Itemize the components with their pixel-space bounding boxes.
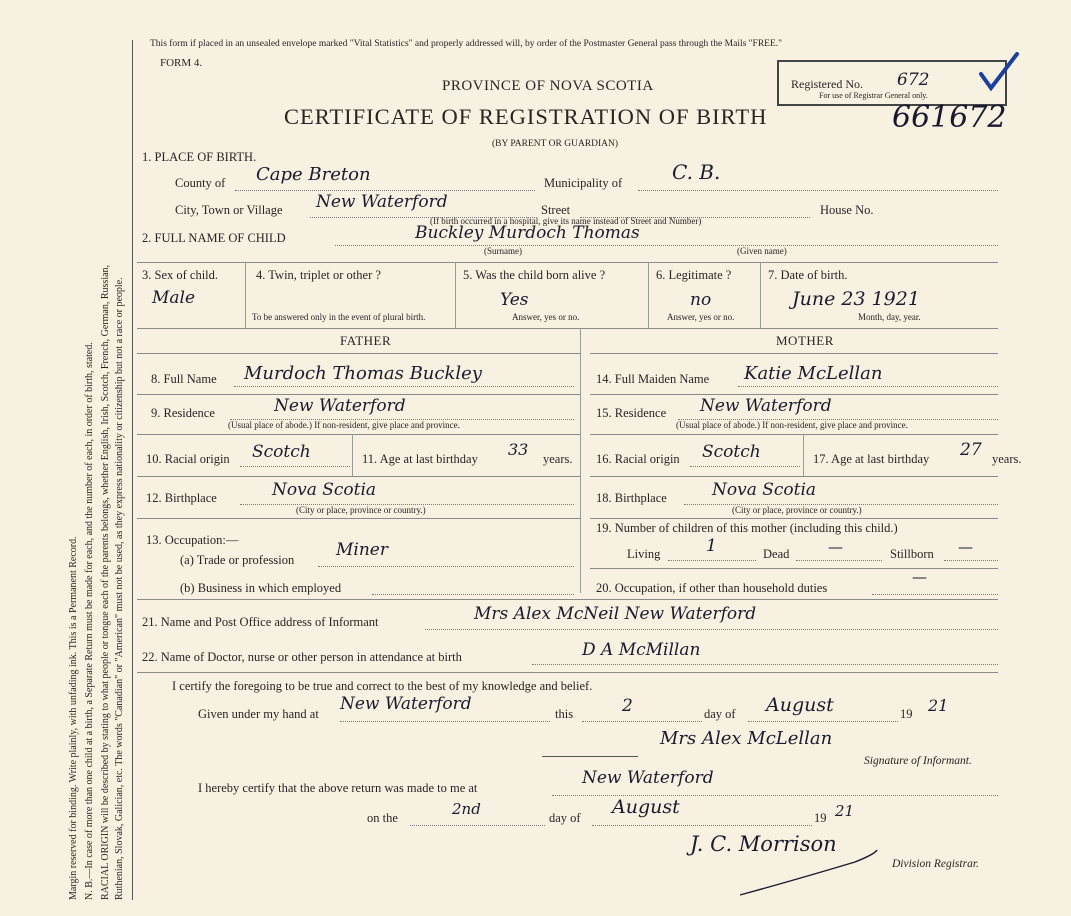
- registered-number: 672: [897, 70, 930, 90]
- father-name-label: 8. Full Name: [151, 372, 217, 386]
- given-name-label: (Given name): [737, 246, 787, 256]
- margin-note-1: Margin reserved for binding. Write plainly, with unfading ink. This is a Permanent Record.: [68, 536, 79, 900]
- checkmark-icon: [977, 52, 1021, 99]
- father-racial-label: 10. Racial origin: [146, 452, 230, 466]
- registrar-year-value: 21: [835, 802, 855, 820]
- registrar-signature-label: Division Registrar.: [892, 858, 979, 870]
- mother-name-value: Katie McLellan: [744, 363, 883, 384]
- mother-birthplace-label: 18. Birthplace: [596, 491, 667, 505]
- doctor-label: 22. Name of Doctor, nurse or other person in attendance at birth: [142, 650, 462, 664]
- children-count-label: 19. Number of children of this mother (including this child.): [596, 521, 898, 535]
- mother-age-label: 17. Age at last birthday: [813, 452, 930, 466]
- registrar-dayof-label: day of: [549, 811, 581, 825]
- father-residence-value: New Waterford: [274, 396, 406, 416]
- legitimate-label: 6. Legitimate ?: [656, 268, 732, 282]
- father-birthplace-value: Nova Scotia: [272, 480, 377, 500]
- registrar-day-value: 2nd: [452, 800, 481, 818]
- registrar-signature: J. C. Morrison: [690, 832, 837, 856]
- informant-signature: Mrs Alex McLellan: [660, 728, 833, 749]
- city-value: New Waterford: [316, 192, 448, 212]
- registrar-on-label: on the: [367, 811, 398, 825]
- given-year-value: 21: [928, 696, 949, 715]
- father-age-value: 33: [508, 440, 529, 459]
- born-alive-value: Yes: [500, 290, 529, 310]
- father-years-label: years.: [543, 452, 573, 466]
- certificate-title: CERTIFICATE OF REGISTRATION OF BIRTH: [284, 104, 768, 129]
- father-trade-label: (a) Trade or profession: [180, 553, 295, 567]
- margin-note-3: RACIAL ORIGIN will be described by stating to what people or tongue each of the parents belongs, whether English, Irish, Scotch, French, German, Russian,: [100, 264, 111, 900]
- father-birthplace-label: 12. Birthplace: [146, 491, 217, 505]
- child-name-value: Buckley Murdoch Thomas: [415, 223, 640, 243]
- mother-residence-value: New Waterford: [700, 396, 832, 416]
- informant-value: Mrs Alex McNeil New Waterford: [474, 604, 757, 624]
- mother-occupation-value: —: [912, 568, 927, 586]
- mother-name-label: 14. Full Maiden Name: [596, 372, 710, 386]
- this-label: this: [555, 707, 574, 721]
- twin-note: To be answered only in the event of plural birth.: [252, 312, 426, 322]
- father-birthplace-note: (City or place, province or country.): [296, 505, 426, 515]
- mother-residence-label: 15. Residence: [596, 406, 667, 420]
- father-age-label: 11. Age at last birthday: [362, 452, 478, 466]
- registrar-month-value: August: [612, 796, 680, 818]
- municipality-value: C. B.: [672, 160, 721, 184]
- city-label: City, Town or Village: [175, 203, 283, 217]
- father-residence-note: (Usual place of abode.) If non-resident, give place and province.: [228, 420, 460, 430]
- registered-label: Registered No.: [791, 77, 863, 91]
- dead-value: —: [828, 538, 843, 556]
- father-heading: FATHER: [340, 333, 392, 348]
- form-number: FORM 4.: [160, 57, 203, 69]
- registrar-place-value: New Waterford: [582, 768, 714, 788]
- mother-occupation-label: 20. Occupation, if other than household duties: [596, 581, 828, 595]
- sex-value: Male: [152, 288, 196, 308]
- mother-years-label: years.: [992, 452, 1022, 466]
- father-trade-value: Miner: [336, 540, 388, 560]
- registrar-use-note: For use of Registrar General only.: [819, 91, 928, 100]
- mother-residence-note: (Usual place of abode.) If non-resident, give place and province.: [676, 420, 908, 430]
- left-border: [132, 40, 133, 900]
- mother-birthplace-note: (City or place, province or country.): [732, 505, 862, 515]
- doctor-value: D A McMillan: [582, 640, 701, 660]
- county-label: County of: [175, 176, 226, 190]
- living-value: 1: [706, 536, 717, 556]
- dob-label: 7. Date of birth.: [768, 268, 848, 282]
- given-year-prefix: 19: [900, 707, 913, 721]
- certify-statement: I certify the foregoing to be true and correct to the best of my knowledge and belief.: [172, 679, 593, 693]
- twin-label: 4. Twin, triplet or other ?: [256, 268, 381, 282]
- informant-signature-label: Signature of Informant.: [864, 755, 972, 767]
- legitimate-note: Answer, yes or no.: [667, 312, 735, 322]
- mother-age-value: 27: [960, 440, 982, 460]
- mail-notice: This form if placed in an unsealed envelope marked "Vital Statistics" and properly addressed will, by order of the Postmaster General pass through the Mails "FREE.": [150, 39, 783, 49]
- mother-racial-label: 16. Racial origin: [596, 452, 680, 466]
- mother-racial-value: Scotch: [702, 442, 761, 462]
- sex-label: 3. Sex of child.: [142, 268, 219, 282]
- province-heading: PROVINCE OF NOVA SCOTIA: [442, 78, 654, 94]
- mother-heading: MOTHER: [776, 333, 834, 348]
- given-month-value: August: [766, 694, 834, 716]
- handwritten-number: 661672: [892, 100, 1007, 135]
- dob-value: June 23 1921: [792, 288, 920, 310]
- stillborn-value: —: [958, 538, 973, 556]
- given-under-label: Given under my hand at: [198, 707, 319, 721]
- street-label: Street: [541, 203, 571, 217]
- certificate-subtitle: (BY PARENT OR GUARDIAN): [492, 139, 619, 149]
- child-name-label: 2. FULL NAME OF CHILD: [142, 231, 286, 245]
- given-place-value: New Waterford: [340, 694, 472, 714]
- hospital-note: (If birth occurred in a hospital, give its name instead of Street and Number): [430, 216, 702, 226]
- father-occupation-label: 13. Occupation:—: [146, 533, 239, 547]
- father-name-value: Murdoch Thomas Buckley: [244, 363, 482, 384]
- given-dayof-label: day of: [704, 707, 736, 721]
- living-label: Living: [627, 547, 661, 561]
- given-day-value: 2: [622, 696, 633, 716]
- surname-label: (Surname): [484, 246, 522, 256]
- signature-flourish: [735, 840, 885, 905]
- margin-note-4: Ruthenian, Slovak, Galician, etc. The words "Canadian" or "American" must not be used, as they express nationality or citizenship but not a race or people.: [114, 277, 125, 900]
- father-residence-label: 9. Residence: [151, 406, 215, 420]
- legitimate-value: no: [690, 290, 712, 310]
- mother-birthplace-value: Nova Scotia: [712, 480, 817, 500]
- house-number-label: House No.: [820, 203, 874, 217]
- registrar-hereby-label: I hereby certify that the above return was made to me at: [198, 781, 478, 795]
- born-alive-label: 5. Was the child born alive ?: [463, 268, 606, 282]
- place-of-birth-label: 1. PLACE OF BIRTH.: [142, 150, 257, 164]
- father-racial-value: Scotch: [252, 442, 311, 462]
- county-value: Cape Breton: [256, 164, 371, 185]
- municipality-label: Municipality of: [544, 176, 623, 190]
- born-alive-note: Answer, yes or no.: [512, 312, 580, 322]
- stillborn-label: Stillborn: [890, 547, 934, 561]
- margin-note-2: N. B.—In case of more than one child at a birth, a Separate Return must be made for each, and the number of each, in order of birth, stated.: [84, 342, 95, 900]
- dob-note: Month, day, year.: [858, 312, 921, 322]
- informant-label: 21. Name and Post Office address of Informant: [142, 615, 379, 629]
- dead-label: Dead: [763, 547, 790, 561]
- father-business-label: (b) Business in which employed: [180, 581, 342, 595]
- registrar-year-prefix: 19: [814, 811, 827, 825]
